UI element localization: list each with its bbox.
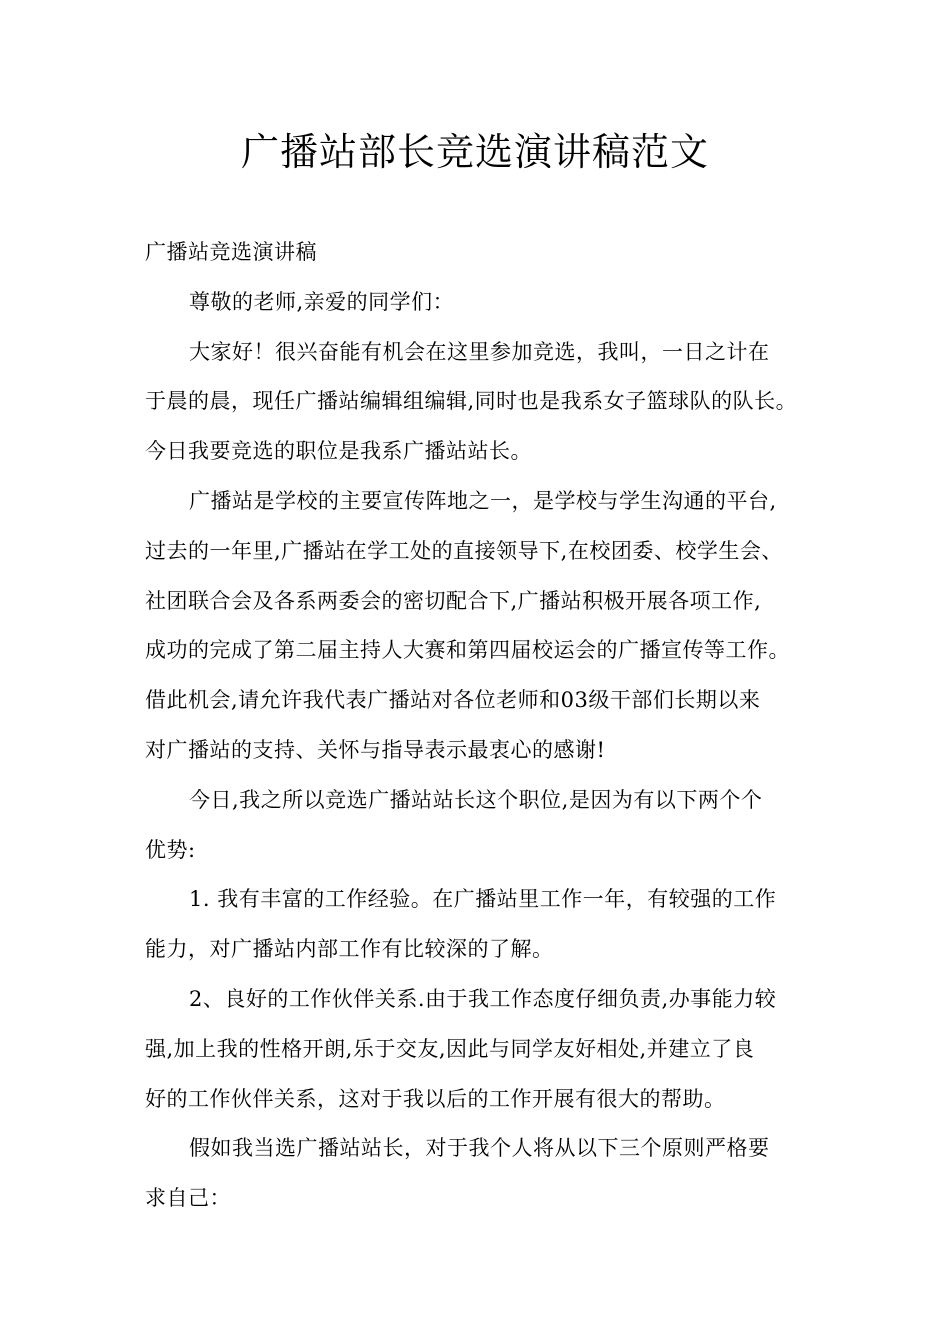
body-line: 优势: <box>145 837 196 862</box>
body-line: 强,加上我的性格开朗,乐于交友,因此与同学友好相处,并建立了良 <box>145 1036 755 1061</box>
body-line: 假如我当选广播站站长，对于我个人将从以下三个原则严格要 <box>189 1136 770 1161</box>
body-line: 大家好！很兴奋能有机会在这里参加竞选，我叫，一日之计在 <box>189 339 770 364</box>
body-line: 好的工作伙伴关系，这对于我以后的工作开展有很大的帮助。 <box>145 1086 726 1111</box>
body-line: 过去的一年里,广播站在学工处的直接领导下,在校团委、校学生会、 <box>145 538 783 563</box>
body-line: 于晨的晨，现任广播站编辑组编辑,同时也是我系女子篮球队的队长。 <box>145 389 798 414</box>
body-line: 今日,我之所以竞选广播站站长这个职位,是因为有以下两个个 <box>189 787 763 812</box>
body-line: 社团联合会及各系两委会的密切配合下,广播站积极开展各项工作, <box>145 588 762 613</box>
body-line: 广播站是学校的主要宣传阵地之一，是学校与学生沟通的平台, <box>189 488 777 513</box>
body-line: 1. 我有丰富的工作经验。在广播站里工作一年，有较强的工作 <box>189 887 777 912</box>
document-body <box>145 228 825 1224</box>
body-line: 尊敬的老师,亲爱的同学们： <box>189 289 455 314</box>
document-title: 广播站部长竞选演讲稿范文 <box>240 130 709 174</box>
body-line: 广播站竞选演讲稿 <box>145 240 317 264</box>
body-line: 成功的完成了第二届主持人大赛和第四届校运会的广播宣传等工作。 <box>145 638 790 663</box>
body-line: 能力，对广播站内部工作有比较深的了解。 <box>145 937 554 962</box>
body-line: 2、良好的工作伙伴关系.由于我工作态度仔细负责,办事能力较 <box>189 986 777 1011</box>
body-line: 借此机会,请允许我代表广播站对各位老师和03级干部们长期以来 <box>145 688 761 713</box>
body-line: 今日我要竞选的职位是我系广播站站长。 <box>145 439 532 464</box>
body-line: 求自己： <box>145 1186 231 1211</box>
body-line: 对广播站的支持、关怀与指导表示最衷心的感谢! <box>145 737 606 762</box>
